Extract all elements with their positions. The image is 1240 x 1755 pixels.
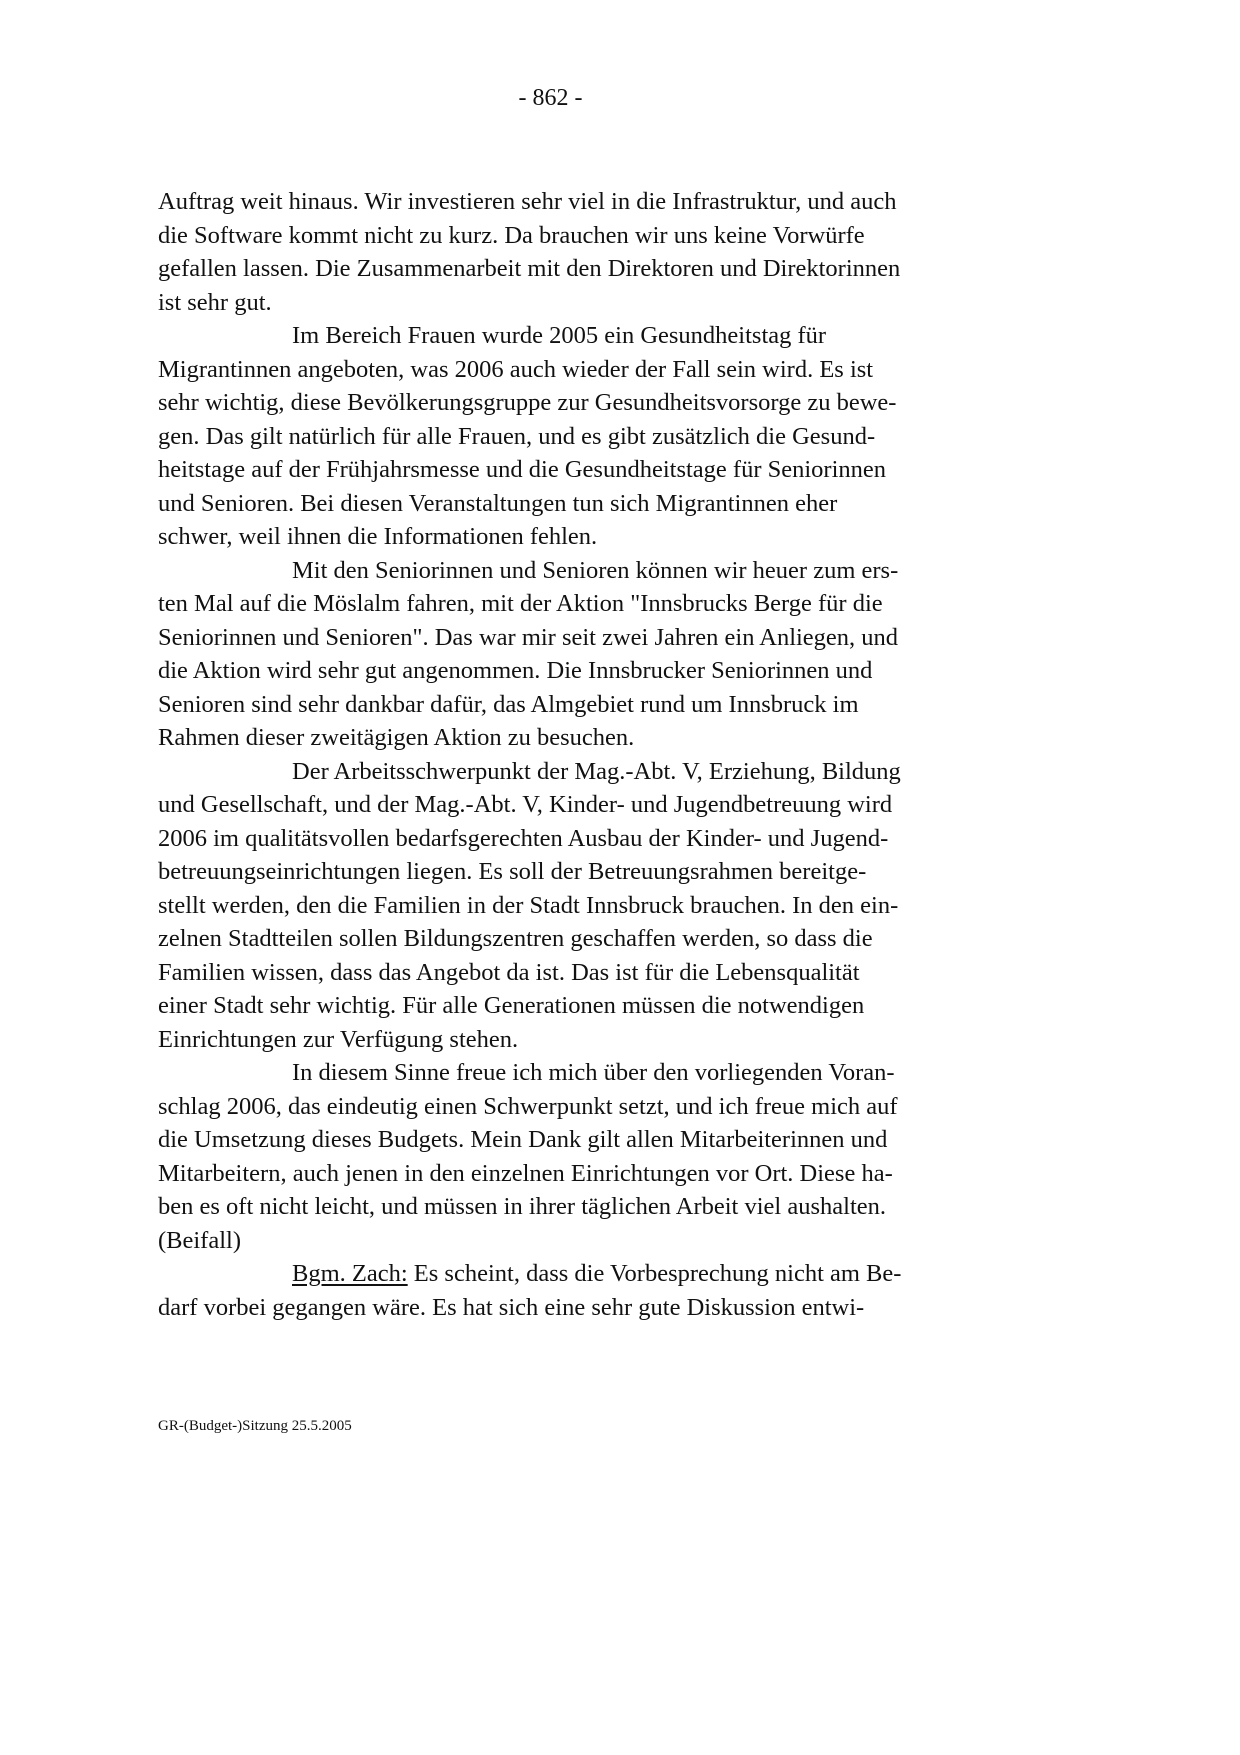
text-line: die Umsetzung dieses Budgets. Mein Dank gilt allen Mitarbeiterinnen und <box>158 1126 888 1153</box>
text-line: schlag 2006, das eindeutig einen Schwerpunkt setzt, und ich freue mich auf <box>158 1092 898 1120</box>
speaker-line <box>158 1257 948 1291</box>
text-line: schwer, weil ihnen die Informationen fehlen. <box>158 523 598 550</box>
text-line: Senioren sind sehr dankbar dafür, das Almgebiet rund um Innsbruck im <box>158 690 859 718</box>
text-line: gefallen lassen. Die Zusammenarbeit mit den Direktoren und Direktorinnen <box>158 255 901 282</box>
text-line: stellt werden, den die Familien in der Stadt Innsbruck brauchen. In den ein- <box>158 891 899 919</box>
paragraph-start-line: Mit den Seniorinnen und Senioren können wir heuer zum ers- <box>292 556 899 584</box>
text-line: betreuungseinrichtungen liegen. Es soll der Betreuungsrahmen bereitge- <box>158 858 867 885</box>
text-line: Migrantinnen angeboten, was 2006 auch wieder der Fall sein wird. Es ist <box>158 355 874 383</box>
speaker-name: Bgm. Zach: <box>292 1260 408 1287</box>
text-line: ten Mal auf die Möslalm fahren, mit der Aktion "Innsbrucks Berge für die <box>158 590 883 617</box>
text-line: ist sehr gut. <box>158 288 272 316</box>
paragraph-start-line: In diesem Sinne freue ich mich über den vorliegenden Voran- <box>292 1059 895 1086</box>
speaker-statement: Es scheint, dass die Vorbesprechung nicht am Be- <box>407 1260 902 1287</box>
text-line: Rahmen dieser zweitägigen Aktion zu besuchen. <box>158 724 635 751</box>
text-line: Seniorinnen und Senioren". Das war mir seit zwei Jahren ein Anliegen, und <box>158 623 899 651</box>
text-line: die Software kommt nicht zu kurz. Da brauchen wir uns keine Vorwürfe <box>158 221 865 249</box>
footer-session-label: GR-(Budget-)Sitzung 25.5.2005 <box>158 1418 352 1434</box>
text-line: und Gesellschaft, und der Mag.-Abt. V, Kinder- und Jugendbetreuung wird <box>158 791 893 818</box>
text-line: Einrichtungen zur Verfügung stehen. <box>158 1025 519 1053</box>
text-line: heitstage auf der Frühjahrsmesse und die Gesundheitstage für Seniorinnen <box>158 456 887 483</box>
text-line: darf vorbei gegangen wäre. Es hat sich eine sehr gute Diskussion entwi- <box>158 1293 865 1321</box>
text-line: Mitarbeitern, auch jenen in den einzelnen Einrichtungen vor Ort. Diese ha- <box>158 1159 893 1187</box>
paragraph-start-line: Im Bereich Frauen wurde 2005 ein Gesundheitstag für <box>292 322 827 349</box>
page-number: - 862 - <box>518 85 583 111</box>
text-line: 2006 im qualitätsvollen bedarfsgerechten Ausbau der Kinder- und Jugend- <box>158 824 889 852</box>
text-line: ben es oft nicht leicht, und müssen in ihrer täglichen Arbeit viel aushalten. <box>158 1193 887 1220</box>
text-line: die Aktion wird sehr gut angenommen. Die Innsbrucker Seniorinnen und <box>158 657 873 684</box>
document-body <box>158 185 948 1324</box>
text-line: zelnen Stadtteilen sollen Bildungszentren geschaffen werden, so dass die <box>158 925 873 952</box>
text-line: (Beifall) <box>158 1226 241 1254</box>
text-line: Familien wissen, dass das Angebot da ist. Das ist für die Lebensqualität <box>158 958 860 986</box>
text-line: gen. Das gilt natürlich für alle Frauen, und es gibt zusätzlich die Gesund- <box>158 422 876 450</box>
text-line: und Senioren. Bei diesen Veranstaltungen tun sich Migrantinnen eher <box>158 489 838 517</box>
text-line: Auftrag weit hinaus. Wir investieren sehr viel in die Infrastruktur, und auch <box>158 188 897 215</box>
text-line: einer Stadt sehr wichtig. Für alle Generationen müssen die notwendigen <box>158 992 865 1019</box>
paragraph-start-line: Der Arbeitsschwerpunkt der Mag.-Abt. V, Erziehung, Bildung <box>292 757 901 785</box>
text-line: sehr wichtig, diese Bevölkerungsgruppe zur Gesundheitsvorsorge zu bewe- <box>158 389 897 416</box>
